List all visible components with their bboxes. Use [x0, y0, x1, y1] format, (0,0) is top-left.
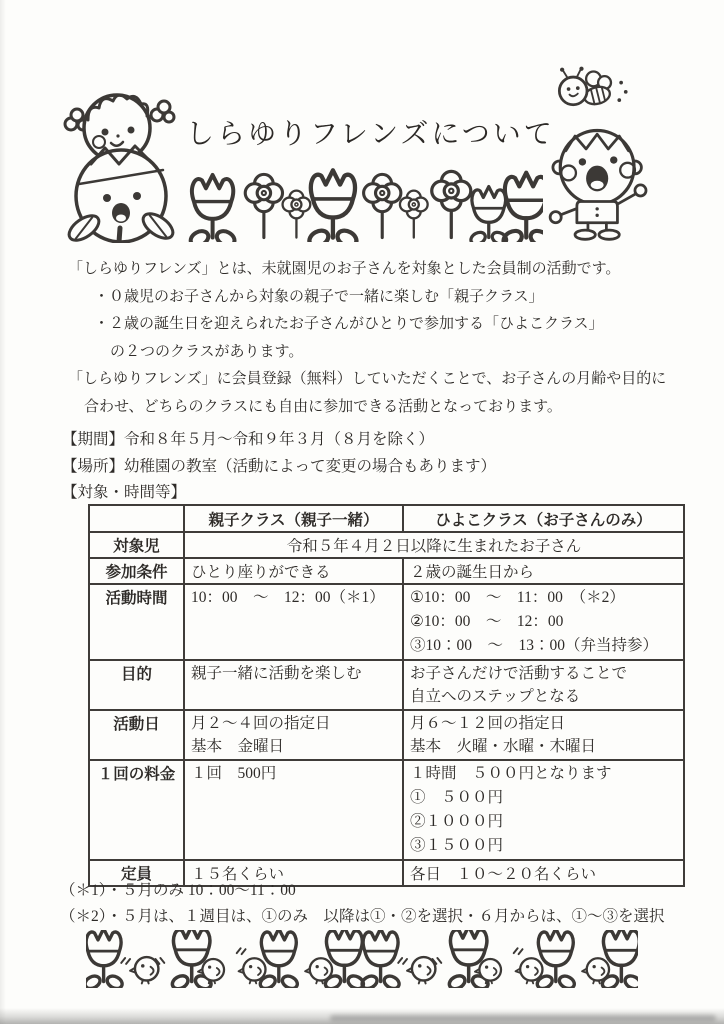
katsudobi-oyako-line-1: 月２～４回の指定日: [191, 715, 331, 732]
border-group: [86, 930, 366, 988]
cell-taishoji-value: 令和５年４月２日以降に生まれたお子さん: [184, 532, 684, 558]
ryokin-hiyoko-line-4: ③１５００円: [410, 837, 504, 854]
mokuteki-oyako-text: 親子一緒に活動を楽しむ: [191, 665, 362, 682]
row-label-ryokin: １回の料金: [89, 760, 184, 860]
table-row: [89, 760, 684, 860]
cell-ryokin-hiyoko: [403, 760, 684, 860]
tulip-chick-border-icon: [86, 930, 638, 988]
period-line: 【期間】令和８年５月～令和９年３月（８月を除く）: [62, 431, 435, 448]
table-row: [89, 584, 684, 660]
row-label-taishoji: 対象児: [89, 532, 184, 558]
ryokin-hiyoko-line-3: ②１０００円: [410, 813, 504, 830]
cell-teiin-oyako: １５名くらい: [184, 860, 403, 886]
ryokin-oyako-price: １回 500円: [191, 765, 277, 782]
intro-line: の２つのクラスがあります。: [110, 343, 304, 360]
katsudobi-hiyoko-line-1: 月６～１２回の指定日: [410, 715, 566, 732]
header-hiyoko-class: ひよこクラス（お子さんのみ）: [403, 505, 684, 532]
cell-katsudobi-oyako: [184, 710, 403, 760]
flower-row-icon: [183, 168, 543, 242]
cell-katsudobi-hiyoko: [403, 710, 684, 760]
jikan-hiyoko-slot-3: ③10：00 ～ 13：00（弁当持参）: [410, 637, 659, 654]
katsudobi-oyako-line-2: 基本 金曜日: [191, 738, 285, 755]
table-header-row: [89, 505, 684, 532]
header-empty-cell: [89, 505, 184, 532]
intro-paragraph: [68, 256, 666, 421]
cell-sanka-hiyoko: ２歳の誕生日から: [403, 558, 684, 584]
jikan-hiyoko-slot-1: ①10：00 ～ 11：00 （＊2）: [410, 589, 625, 606]
intro-line: 合わせ、どちらのクラスにも自由に参加できる活動となっております。: [84, 398, 562, 415]
scanner-shadow: [0, 1008, 724, 1024]
table-row: [89, 532, 684, 558]
border-group: [360, 930, 638, 988]
cell-jikan-hiyoko: [403, 584, 684, 660]
target-heading: 【対象・時間等】: [62, 484, 187, 501]
table-row: [89, 558, 684, 584]
table-row: [89, 660, 684, 710]
jikan-oyako-time: 10：00 ～ 12：00（＊1）: [191, 589, 385, 606]
girl-with-egg-flower-icon: [56, 80, 188, 243]
cell-jikan-oyako: [184, 584, 403, 660]
schedule-table: [88, 504, 685, 887]
footnote-2: （＊2）・５月は、１週目は、①のみ 以降は①・②を選択・６月からは、①～③を選択: [60, 908, 665, 925]
boy-with-bee-icon: [540, 66, 658, 243]
cell-sanka-oyako: ひとり座りができる: [184, 558, 403, 584]
cell-teiin-hiyoko: 各日 １０～２０名くらい: [403, 860, 684, 886]
row-label-katsudobi: 活動日: [89, 710, 184, 760]
table-row: [89, 710, 684, 760]
scan-edge-shading: [0, 0, 6, 1024]
intro-line: 「しらゆりフレンズ」とは、未就園児のお子さんを対象とした会員制の活動です。: [68, 261, 621, 277]
row-label-mokuteki: 目的: [89, 660, 184, 710]
header-oyako-class: 親子クラス（親子一緒）: [184, 505, 403, 532]
row-label-sanka-joken: 参加条件: [89, 558, 184, 584]
row-label-teiin: 定員: [89, 860, 184, 886]
cell-mokuteki-oyako: [184, 660, 403, 710]
mokuteki-hiyoko-line-1: お子さんだけで活動することで: [410, 665, 628, 682]
katsudobi-hiyoko-line-2: 基本 火曜・水曜・木曜日: [410, 738, 597, 755]
cell-ryokin-oyako: [184, 760, 403, 860]
mokuteki-hiyoko-line-2: 自立へのステップとなる: [410, 688, 581, 705]
ryokin-hiyoko-line-2: ① ５００円: [410, 789, 504, 806]
cell-mokuteki-hiyoko: [403, 660, 684, 710]
intro-bullet-oyako-class: ・０歳児のお子さんから対象の親子で一緒に楽しむ「親子クラス」: [94, 288, 544, 305]
intro-line: 「しらゆりフレンズ」に会員登録（無料）していただくことで、お子さんの月齢や目的に: [68, 371, 667, 387]
intro-bullet-hiyoko-class: ・２歳の誕生日を迎えられたお子さんがひとりで参加する「ひよこクラス」: [94, 316, 604, 332]
jikan-hiyoko-slot-2: ②10：00 ～ 12：00: [410, 613, 564, 630]
row-label-katsudo-jikan: 活動時間: [89, 584, 184, 660]
ryokin-hiyoko-line-1: １時間 ５００円となります: [410, 765, 612, 782]
page-title: しらゆりフレンズについて: [186, 119, 555, 150]
place-line: 【場所】幼稚園の教室（活動によって変更の場合もあります）: [62, 458, 497, 475]
footnote-1: （＊1）・５月のみ 10：00～11：00: [60, 882, 296, 899]
